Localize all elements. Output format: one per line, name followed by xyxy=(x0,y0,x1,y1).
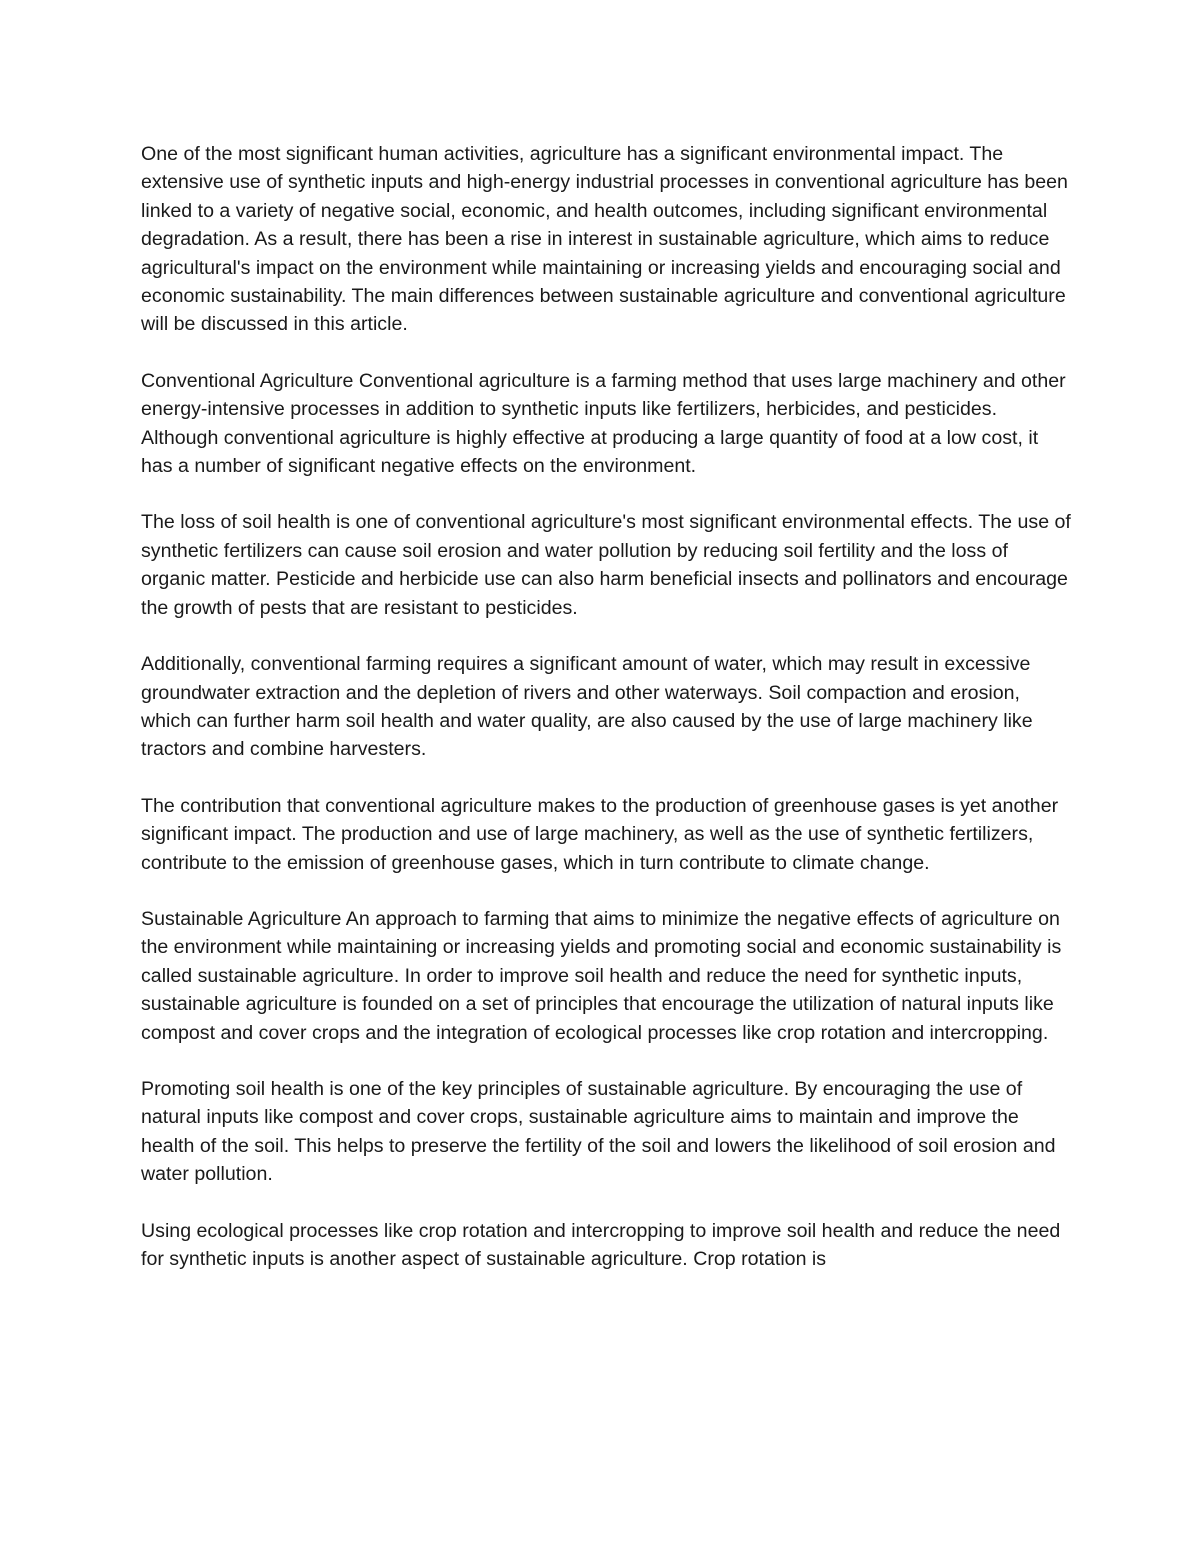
paragraph-ecological-processes: Using ecological processes like crop rotation and intercropping to improve soil health and reduce the need for synthetic inputs is another aspect of sustainable agriculture. Crop rotation is xyxy=(141,1219,1061,1270)
paragraph-water-use: Additionally, conventional farming requires a significant amount of water, which may result in excessive groundwater extraction and the depletion of rivers and other waterways. Soil compaction and erosion, which can further harm soil health and water quality, are also caused by the use of large machinery like tractors and combine harvesters. xyxy=(141,653,1033,761)
paragraph-greenhouse-gases: The contribution that conventional agriculture makes to the production of greenhouse gases is yet another significant impact. The production and use of large machinery, as well as the use of synthetic fertilizers, contribute to the emission of greenhouse gases, which in turn contribute to climate change. xyxy=(141,794,1059,874)
paragraph-promoting-soil-health: Promoting soil health is one of the key principles of sustainable agriculture. By encouraging the use of natural inputs like compost and cover crops, sustainable agriculture aims to maintain and improve the health of the soil. This helps to preserve the fertility of the soil and lowers the likelihood of soil erosion and water pollution. xyxy=(141,1077,1056,1186)
paragraph-sustainable-agriculture: Sustainable Agriculture An approach to farming that aims to minimize the negative effects of agriculture on the environment while maintaining or increasing yields and promoting social and economic sustainability is called sustainable agriculture. In order to improve soil health and reduce the need for synthetic inputs, sustainable agriculture is founded on a set of principles that encourage the utilization of natural inputs like compost and cover crops and the integration of ecological processes like crop rotation and intercropping. xyxy=(141,907,1062,1044)
paragraph-intro: One of the most significant human activities, agriculture has a significant environmental impact. The extensive use of synthetic inputs and high-energy industrial processes in conventional agriculture has been linked to a variety of negative social, economic, and health outcomes, including significant environmental degradation. As a result, there has been a rise in interest in sustainable agriculture, which aims to reduce agricultural's impact on the environment while maintaining or increasing yields and encouraging social and economic sustainability. The main differences between sustainable agriculture and conventional agriculture will be discussed in this article. xyxy=(141,143,1068,336)
paragraph-soil-health-loss: The loss of soil health is one of conventional agriculture's most significant environmental effects. The use of synthetic fertilizers can cause soil erosion and water pollution by reducing soil fertility and the loss of organic matter. Pesticide and herbicide use can also harm beneficial insects and pollinators and encourage the growth of pests that are resistant to pesticides. xyxy=(141,511,1071,619)
paragraph-conventional-agriculture: Conventional Agriculture Conventional agriculture is a farming method that uses large machinery and other energy-intensive processes in addition to synthetic inputs like fertilizers, herbicides, and pesticides. Although conventional agriculture is highly effective at producing a large quantity of food at a low cost, it has a number of significant negative effects on the environment. xyxy=(141,369,1066,478)
document-body xyxy=(141,140,1071,1301)
